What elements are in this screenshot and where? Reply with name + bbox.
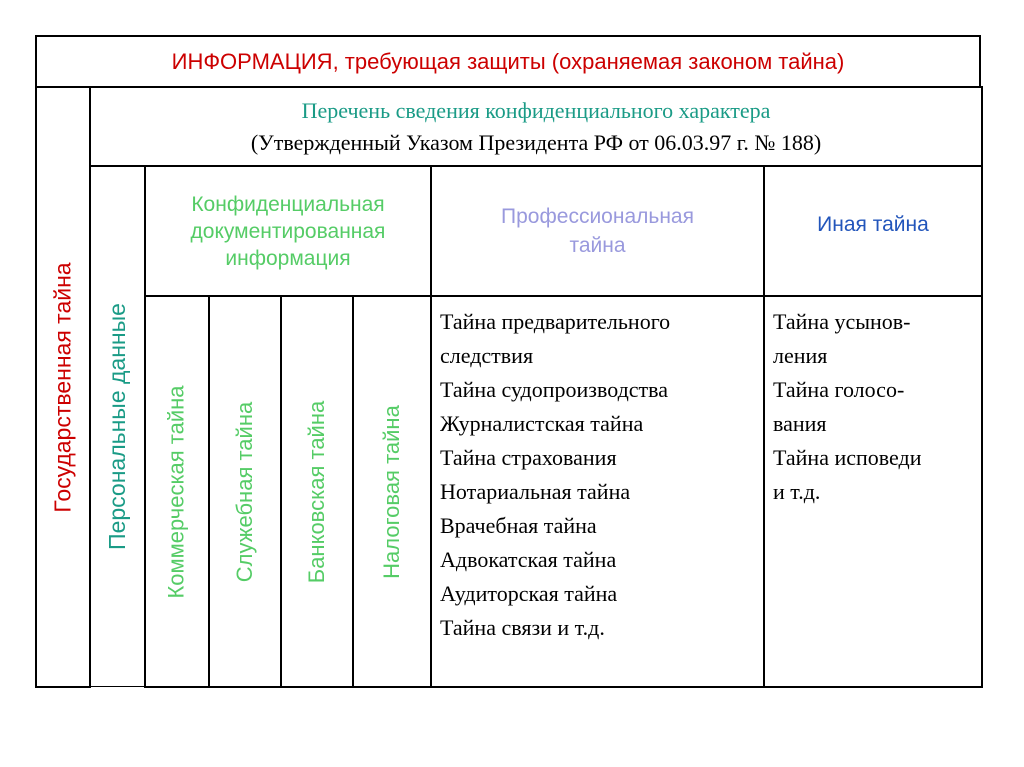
commercial-secret-cell — [146, 297, 208, 686]
category-professional — [432, 167, 763, 295]
list-header-line1: Перечень сведения конфиденциального характера — [301, 97, 771, 123]
list-item: Тайна исповеди — [773, 445, 922, 470]
bank-secret-label: Банковская тайна — [304, 400, 330, 583]
category-documented-line2: документированная — [190, 219, 386, 243]
main-title — [37, 37, 979, 86]
category-professional-line2: тайна — [569, 234, 626, 257]
list-item: Тайна усынов- — [773, 309, 911, 334]
list-item: Врачебная тайна — [440, 513, 597, 538]
professional-list — [440, 305, 760, 645]
list-item: Аудиторская тайна — [440, 581, 618, 606]
category-documented-line3: информация — [225, 246, 351, 270]
list-item: Нотариальная тайна — [440, 479, 631, 504]
list-item: Тайна судопроизводства — [440, 377, 669, 402]
category-documented-line1: Конфиденциальная — [191, 192, 385, 216]
list-item: Адвокатская тайна — [440, 547, 617, 572]
category-other-label: Иная тайна — [817, 212, 929, 236]
list-header — [91, 88, 981, 165]
list-item: Тайна страхования — [440, 445, 617, 470]
category-documented — [146, 167, 430, 295]
category-other — [765, 167, 981, 282]
frame-right-top — [979, 35, 981, 87]
list-item: и т.д. — [773, 479, 821, 504]
personal-bottom-line — [89, 686, 146, 687]
state-bottom-line — [35, 686, 91, 688]
tax-secret-cell — [354, 297, 430, 686]
service-secret-label: Служебная тайна — [232, 401, 257, 582]
service-secret-cell — [210, 297, 280, 686]
category-professional-line1: Профессиональная — [501, 205, 694, 228]
personal-data-cell — [91, 167, 144, 686]
frame-bottom — [144, 686, 983, 688]
state-secret-cell — [37, 88, 89, 686]
main-title-text: ИНФОРМАЦИЯ, требующая защиты (охраняемая законом тайна) — [171, 48, 845, 74]
list-item: Тайна связи и т.д. — [440, 615, 605, 640]
commercial-secret-label: Коммерческая тайна — [164, 384, 189, 599]
other-list — [773, 305, 978, 509]
state-secret-label: Государственная тайна — [49, 261, 76, 513]
list-item: вания — [773, 411, 827, 436]
bank-secret-cell — [282, 297, 352, 686]
personal-data-label: Персональные данные — [104, 303, 131, 550]
tax-secret-label: Налоговая тайна — [379, 404, 405, 579]
frame-right — [981, 86, 983, 688]
list-item: следствия — [440, 343, 534, 368]
list-item: ления — [773, 343, 828, 368]
list-item: Журналистская тайна — [440, 411, 644, 436]
list-item: Тайна голосо- — [773, 377, 905, 402]
list-header-line2: (Утвержденный Указом Президента РФ от 06.03.97 г. № 188) — [250, 129, 822, 155]
list-item: Тайна предварительного — [440, 309, 671, 334]
